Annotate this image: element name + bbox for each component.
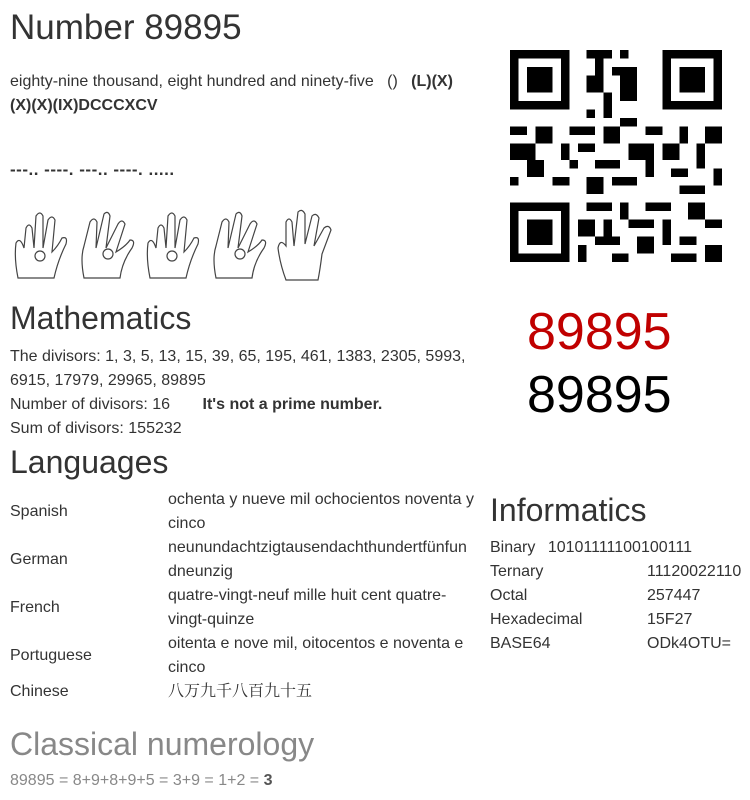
info-label: BASE64 xyxy=(490,635,551,652)
words-paren: () xyxy=(387,73,398,90)
info-value: 257447 xyxy=(647,587,701,604)
table-row xyxy=(490,632,732,656)
table-row xyxy=(10,488,475,536)
language-name: Spanish xyxy=(10,503,68,520)
info-label: Octal xyxy=(490,587,528,604)
language-text: 八万九千八百九十五 xyxy=(168,683,313,700)
numerology-result: 3 xyxy=(263,772,273,789)
numerology-heading: Classical numerology xyxy=(10,726,315,762)
qr-code-icon xyxy=(510,50,722,262)
table-row xyxy=(490,584,701,608)
table-row xyxy=(490,560,742,584)
mathematics-heading: Mathematics xyxy=(10,300,192,336)
divisor-sum-label: Sum of divisors: xyxy=(10,420,124,437)
table-row xyxy=(10,680,475,704)
table-row xyxy=(490,536,692,560)
info-value: ODk4OTU= xyxy=(647,635,732,652)
language-text: ochenta y nueve mil ochocientos noventa y cinco xyxy=(168,491,474,532)
words-text: eighty-nine thousand, eight hundred and ninety-five xyxy=(10,73,374,90)
languages-heading: Languages xyxy=(10,444,169,480)
number-in-words xyxy=(10,70,470,118)
divisors-list: 1, 3, 5, 13, 15, 39, 65, 195, 461, 1383, 2305, 5993, 6915, 17979, 29965, 89895 xyxy=(10,348,466,389)
divisor-count-value: 16 xyxy=(152,396,171,413)
table-row xyxy=(10,632,475,680)
language-text: quatre-vingt-neuf mille huit cent quatre-vingt-quinze xyxy=(168,587,447,628)
divisor-count-label: Number of divisors: xyxy=(10,396,148,413)
divisor-sum-value: 155232 xyxy=(128,420,182,437)
divisor-count-line xyxy=(10,393,480,417)
info-value: 11120022110 xyxy=(647,563,742,580)
hand-sign-icon xyxy=(147,213,198,278)
info-label: Hexadecimal xyxy=(490,611,583,628)
hand-sign-icon xyxy=(15,213,66,278)
language-name: German xyxy=(10,551,68,568)
divisor-sum-line xyxy=(10,417,480,441)
hand-sign-icon xyxy=(214,212,266,278)
language-name: Portuguese xyxy=(10,647,92,664)
language-name: French xyxy=(10,599,60,616)
numerology-formula-line xyxy=(10,772,273,790)
info-label: Binary xyxy=(490,539,536,556)
morse-code: ---.. ----. ---.. ----. ..... xyxy=(10,160,175,179)
table-row xyxy=(490,608,692,632)
table-row xyxy=(10,584,475,632)
roman-numeral: (L)(X)(X)(X)(IX)DCCCXCV xyxy=(10,73,453,114)
informatics-section xyxy=(490,536,742,656)
language-text: oitenta e nove mil, oitocentos e noventa e cinco xyxy=(168,635,464,676)
language-name: Chinese xyxy=(10,683,69,700)
sign-language-hands xyxy=(10,208,340,283)
divisors-label: The divisors: xyxy=(10,348,101,365)
informatics-heading: Informatics xyxy=(490,492,647,528)
hand-sign-icon xyxy=(278,210,331,280)
languages-table xyxy=(10,488,475,704)
number-display-red: 89895 xyxy=(527,303,672,361)
number-display-black: 89895 xyxy=(527,366,672,424)
info-value: 15F27 xyxy=(647,611,693,628)
language-text: neunundachtzigtausendachthundertfünfundneunzig xyxy=(168,539,467,580)
table-row xyxy=(10,536,475,584)
prime-status: It's not a prime number. xyxy=(202,396,383,413)
numerology-formula: 89895 = 8+9+8+9+5 = 3+9 = 1+2 = xyxy=(10,772,260,789)
page-title: Number 89895 xyxy=(10,8,242,47)
info-label: Ternary xyxy=(490,563,544,580)
hand-sign-icon xyxy=(82,212,134,278)
divisors-line xyxy=(10,345,480,393)
mathematics-section xyxy=(10,345,480,441)
info-value: 10101111100100111 xyxy=(547,539,692,556)
